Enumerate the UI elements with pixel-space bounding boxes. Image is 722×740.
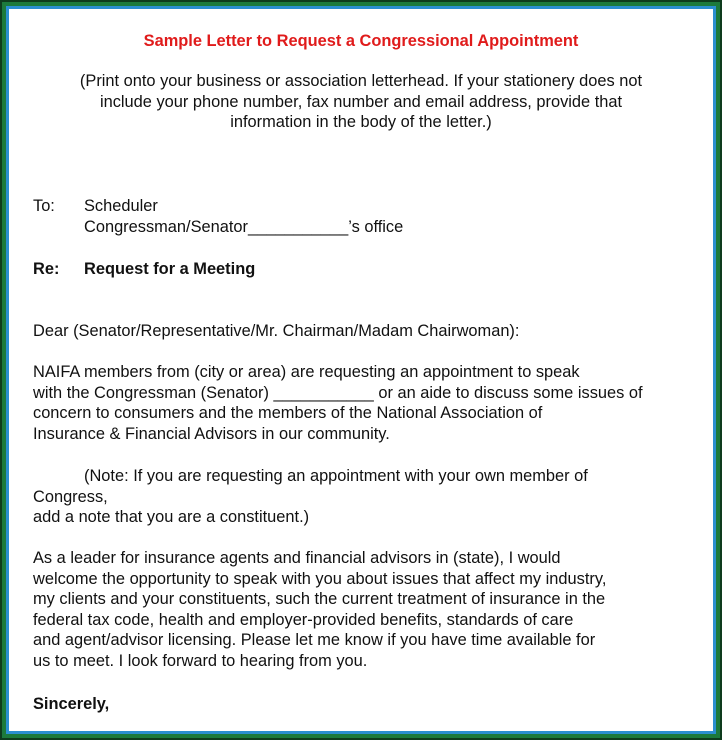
instruction-line: (Print onto your business or association letterhead. If your stationery does not xyxy=(79,72,643,90)
paragraph-line: and agent/advisor licensing. Please let me know if you have time available for xyxy=(33,631,596,650)
to-recipient xyxy=(84,196,403,237)
body-paragraph-2 xyxy=(33,548,693,672)
note-line: Congress, xyxy=(33,487,108,506)
note-line: (Note: If you are requesting an appointment with your own member of xyxy=(84,467,588,485)
salutation: Dear (Senator/Representative/Mr. Chairman/Madam Chairwoman): xyxy=(33,322,520,340)
instruction-line: include your phone number, fax number and email address, provide that xyxy=(99,92,623,111)
paragraph-line: concern to consumers and the members of the National Association of xyxy=(33,404,543,423)
paragraph-line: us to meet. I look forward to hearing from you. xyxy=(33,651,368,670)
instruction-line: information in the body of the letter.) xyxy=(230,113,492,132)
to-line: Scheduler xyxy=(84,197,158,215)
paragraph-line: As a leader for insurance agents and financial advisors in (state), I would xyxy=(33,549,561,567)
paragraph-line: Insurance & Financial Advisors in our community. xyxy=(33,424,390,443)
note-line: add a note that you are a constituent.) xyxy=(33,508,310,527)
letter-page xyxy=(9,9,713,731)
paragraph-line: federal tax code, health and employer-provided benefits, standards of care xyxy=(33,610,574,629)
paragraph-line: welcome the opportunity to speak with you about issues that affect my industry, xyxy=(33,569,607,588)
re-label: Re: xyxy=(33,260,60,278)
blue-border-frame xyxy=(6,6,716,734)
re-subject: Request for a Meeting xyxy=(84,260,256,278)
paragraph-line: my clients and your constituents, such the current treatment of insurance in the xyxy=(33,590,606,609)
letterhead-instructions xyxy=(9,71,713,133)
to-label: To: xyxy=(33,197,55,215)
to-line: Congressman/Senator___________’s office xyxy=(84,217,404,236)
constituent-note xyxy=(33,466,693,528)
paragraph-line: with the Congressman (Senator) ___________ or an aide to discuss some issues of xyxy=(33,383,643,402)
paragraph-line: NAIFA members from (city or area) are requesting an appointment to speak xyxy=(33,363,580,381)
letter-title: Sample Letter to Request a Congressional Appointment xyxy=(143,32,579,50)
closing: Sincerely, xyxy=(33,695,110,713)
body-paragraph-1 xyxy=(33,362,693,444)
